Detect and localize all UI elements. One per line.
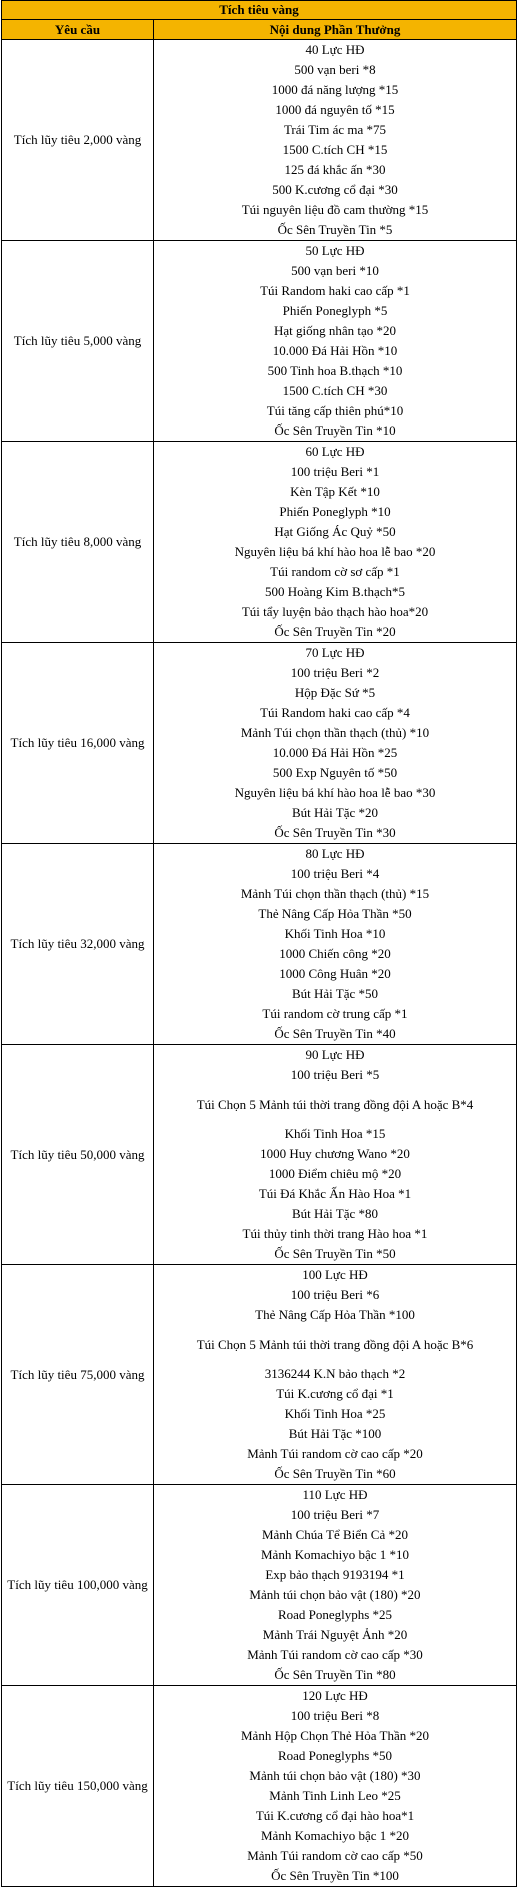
rewards-cell (154, 1265, 517, 1485)
requirement-cell: Tích lũy tiêu 16,000 vàng (2, 643, 154, 844)
reward-item: Túi tẩy luyện bảo thạch hào hoa*20 (241, 604, 429, 619)
reward-item: Mảnh Hộp Chọn Thẻ Hỏa Thần *20 (241, 1728, 429, 1743)
reward-item: 10.000 Đá Hải Hồn *25 (272, 745, 398, 760)
reward-item: 100 triệu Beri *6 (290, 1287, 380, 1302)
reward-item: Mảnh Trái Nguyệt Ảnh *20 (262, 1627, 408, 1642)
reward-item: 100 Lực HĐ (302, 1267, 368, 1282)
reward-item: Túi K.cương cổ đại *1 (276, 1386, 394, 1401)
requirement-cell: Tích lũy tiêu 32,000 vàng (2, 844, 154, 1045)
reward-item: Road Poneglyphs *25 (277, 1607, 393, 1622)
reward-item: 100 triệu Beri *8 (290, 1708, 380, 1723)
reward-item: Túi random cờ trung cấp *1 (262, 1006, 408, 1021)
reward-item: Mảnh Túi random cờ cao cấp *30 (247, 1647, 423, 1662)
reward-item: Bút Hải Tặc *100 (288, 1426, 382, 1441)
reward-item: Túi Random haki cao cấp *4 (260, 705, 410, 720)
reward-item: Mảnh túi chọn bảo vật (180) *30 (249, 1768, 421, 1783)
reward-item: Hộp Đặc Sứ *5 (294, 685, 376, 700)
reward-item: 125 đá khắc ấn *30 (284, 162, 386, 177)
reward-item: 1500 C.tích CH *15 (282, 142, 388, 157)
reward-item: 500 vạn beri *10 (291, 263, 379, 278)
requirement-cell: Tích lũy tiêu 2,000 vàng (2, 40, 154, 241)
reward-item: 80 Lực HĐ (305, 846, 365, 861)
reward-item: Bút Hải Tặc *50 (291, 986, 379, 1001)
reward-item: 1000 đá năng lượng *15 (271, 82, 399, 97)
reward-item: 100 triệu Beri *1 (290, 464, 380, 479)
requirement-cell: Tích lũy tiêu 150,000 vàng (2, 1686, 154, 1887)
reward-item: 100 triệu Beri *7 (290, 1507, 380, 1522)
rewards-cell (154, 1686, 517, 1887)
reward-item: Ốc Sên Truyền Tin *30 (274, 825, 396, 840)
header-requirement: Yêu cầu (2, 20, 154, 40)
reward-item: Túi K.cương cổ đại hào hoa*1 (255, 1808, 415, 1823)
reward-item: Ốc Sên Truyền Tin *100 (271, 1868, 399, 1883)
reward-item: Túi Đá Khắc Ấn Hào Hoa *1 (258, 1186, 412, 1201)
reward-item: Exp bảo thạch 9193194 *1 (265, 1567, 405, 1582)
reward-item: 1000 đá nguyên tố *15 (275, 102, 395, 117)
reward-item: Ốc Sên Truyền Tin *80 (274, 1667, 396, 1682)
reward-item: 100 triệu Beri *5 (290, 1067, 380, 1082)
rewards-cell (154, 1485, 517, 1686)
reward-item: Khối Tinh Hoa *15 (284, 1126, 386, 1141)
table-row (2, 1045, 517, 1265)
reward-item: 50 Lực HĐ (305, 243, 365, 258)
requirement-cell: Tích lũy tiêu 50,000 vàng (2, 1045, 154, 1265)
reward-item: 10.000 Đá Hải Hồn *10 (272, 343, 398, 358)
reward-body (2, 40, 517, 1887)
reward-item: Mảnh Komachiyo bậc 1 *10 (260, 1547, 410, 1562)
table-row (2, 844, 517, 1045)
rewards-cell (154, 40, 517, 241)
reward-item: Mảnh Chúa Tể Biển Cả *20 (262, 1527, 408, 1542)
reward-item: Khối Tinh Hoa *10 (284, 926, 386, 941)
reward-item: 90 Lực HĐ (305, 1047, 365, 1062)
reward-item: Túi Random haki cao cấp *1 (260, 283, 410, 298)
reward-item: Kèn Tập Kết *10 (290, 484, 380, 499)
rewards-cell (154, 442, 517, 643)
reward-item: 70 Lực HĐ (305, 645, 365, 660)
reward-item: Nguyên liệu bá khí hào hoa lễ bao *20 (234, 544, 436, 559)
header-rewards: Nội dung Phần Thưởng (154, 20, 517, 40)
reward-item: 1000 Điểm chiêu mộ *20 (268, 1166, 402, 1181)
reward-item: Hạt giống nhân tạo *20 (273, 323, 397, 338)
reward-item: 110 Lực HĐ (302, 1487, 368, 1502)
reward-item: 500 vạn beri *8 (294, 62, 376, 77)
table-row (2, 1686, 517, 1887)
rewards-cell (154, 643, 517, 844)
reward-item: 1000 Chiến công *20 (279, 946, 391, 961)
reward-item: 500 Hoàng Kim B.thạch*5 (264, 584, 406, 599)
reward-item: Mảnh túi chọn bảo vật (180) *20 (249, 1587, 421, 1602)
reward-item: Phiến Poneglyph *10 (279, 504, 391, 519)
table-row (2, 1265, 517, 1485)
reward-item: 120 Lực HĐ (302, 1688, 368, 1703)
reward-item: Ốc Sên Truyền Tin *5 (277, 222, 393, 237)
reward-item: Mảnh Túi chọn thần thạch (thủ) *15 (240, 886, 430, 901)
reward-item: 1000 Huy chương Wano *20 (260, 1146, 410, 1161)
reward-item: Túi tăng cấp thiên phú*10 (266, 403, 404, 418)
reward-item: 500 K.cương cổ đại *30 (272, 182, 398, 197)
table-row (2, 241, 517, 442)
reward-item: Túi nguyên liệu đồ cam thường *15 (241, 202, 429, 217)
reward-item: Mảnh Túi chọn thần thạch (thủ) *10 (240, 725, 430, 740)
reward-item: Túi Chọn 5 Mảnh túi thời trang đồng đội A hoặc B*6 (196, 1337, 474, 1352)
reward-item: Mảnh Túi random cờ cao cấp *50 (247, 1848, 423, 1863)
reward-item: 100 triệu Beri *4 (290, 866, 380, 881)
reward-item: 60 Lực HĐ (305, 444, 365, 459)
reward-item: Ốc Sên Truyền Tin *50 (274, 1246, 396, 1261)
reward-item: Ốc Sên Truyền Tin *20 (274, 624, 396, 639)
requirement-cell: Tích lũy tiêu 75,000 vàng (2, 1265, 154, 1485)
reward-item: 500 Tinh hoa B.thạch *10 (267, 363, 403, 378)
reward-item: Bút Hải Tặc *20 (291, 805, 379, 820)
reward-item: Túi thủy tinh thời trang Hào hoa *1 (242, 1226, 428, 1241)
reward-item: Thẻ Nâng Cấp Hỏa Thần *100 (255, 1307, 415, 1322)
reward-item: Nguyên liệu bá khí hào hoa lễ bao *30 (234, 785, 436, 800)
reward-item: Khối Tinh Hoa *25 (284, 1406, 386, 1421)
reward-item: Thẻ Nâng Cấp Hỏa Thần *50 (258, 906, 412, 921)
reward-item: Mảnh Komachiyo bậc 1 *20 (260, 1828, 410, 1843)
rewards-cell (154, 241, 517, 442)
table-row (2, 442, 517, 643)
requirement-cell: Tích lũy tiêu 5,000 vàng (2, 241, 154, 442)
reward-item: Road Poneglyphs *50 (277, 1748, 393, 1763)
reward-item: 100 triệu Beri *2 (290, 665, 380, 680)
reward-item: 1000 Công Huân *20 (279, 966, 391, 981)
reward-item: Túi random cờ sơ cấp *1 (270, 564, 400, 579)
reward-item: Bút Hải Tặc *80 (291, 1206, 379, 1221)
reward-item: Phiến Poneglyph *5 (282, 303, 388, 318)
reward-item: Ốc Sên Truyền Tin *60 (274, 1466, 396, 1481)
reward-item: Mảnh Túi random cờ cao cấp *20 (247, 1446, 423, 1461)
header-row (2, 20, 517, 40)
reward-item: 3136244 K.N bảo thạch *2 (264, 1366, 406, 1381)
table-row (2, 40, 517, 241)
rewards-cell (154, 1045, 517, 1265)
reward-item: Hạt Giống Ác Quỷ *50 (274, 524, 396, 539)
reward-item: 500 Exp Nguyên tố *50 (272, 765, 398, 780)
rewards-cell (154, 844, 517, 1045)
table-title: Tích tiêu vàng (2, 1, 517, 20)
reward-item: Trái Tim ác ma *75 (283, 122, 387, 137)
title-row (2, 1, 517, 20)
requirement-cell: Tích lũy tiêu 100,000 vàng (2, 1485, 154, 1686)
requirement-cell: Tích lũy tiêu 8,000 vàng (2, 442, 154, 643)
reward-item: Ốc Sên Truyền Tin *10 (274, 423, 396, 438)
table-row (2, 1485, 517, 1686)
reward-item: Ốc Sên Truyền Tin *40 (274, 1026, 396, 1041)
table-row (2, 643, 517, 844)
reward-item: 1500 C.tích CH *30 (282, 383, 388, 398)
reward-item: Mảnh Tinh Linh Leo *25 (269, 1788, 401, 1803)
reward-item: 40 Lực HĐ (305, 42, 365, 57)
reward-table (1, 0, 517, 1887)
reward-item: Túi Chọn 5 Mảnh túi thời trang đồng đội A hoặc B*4 (196, 1097, 474, 1112)
